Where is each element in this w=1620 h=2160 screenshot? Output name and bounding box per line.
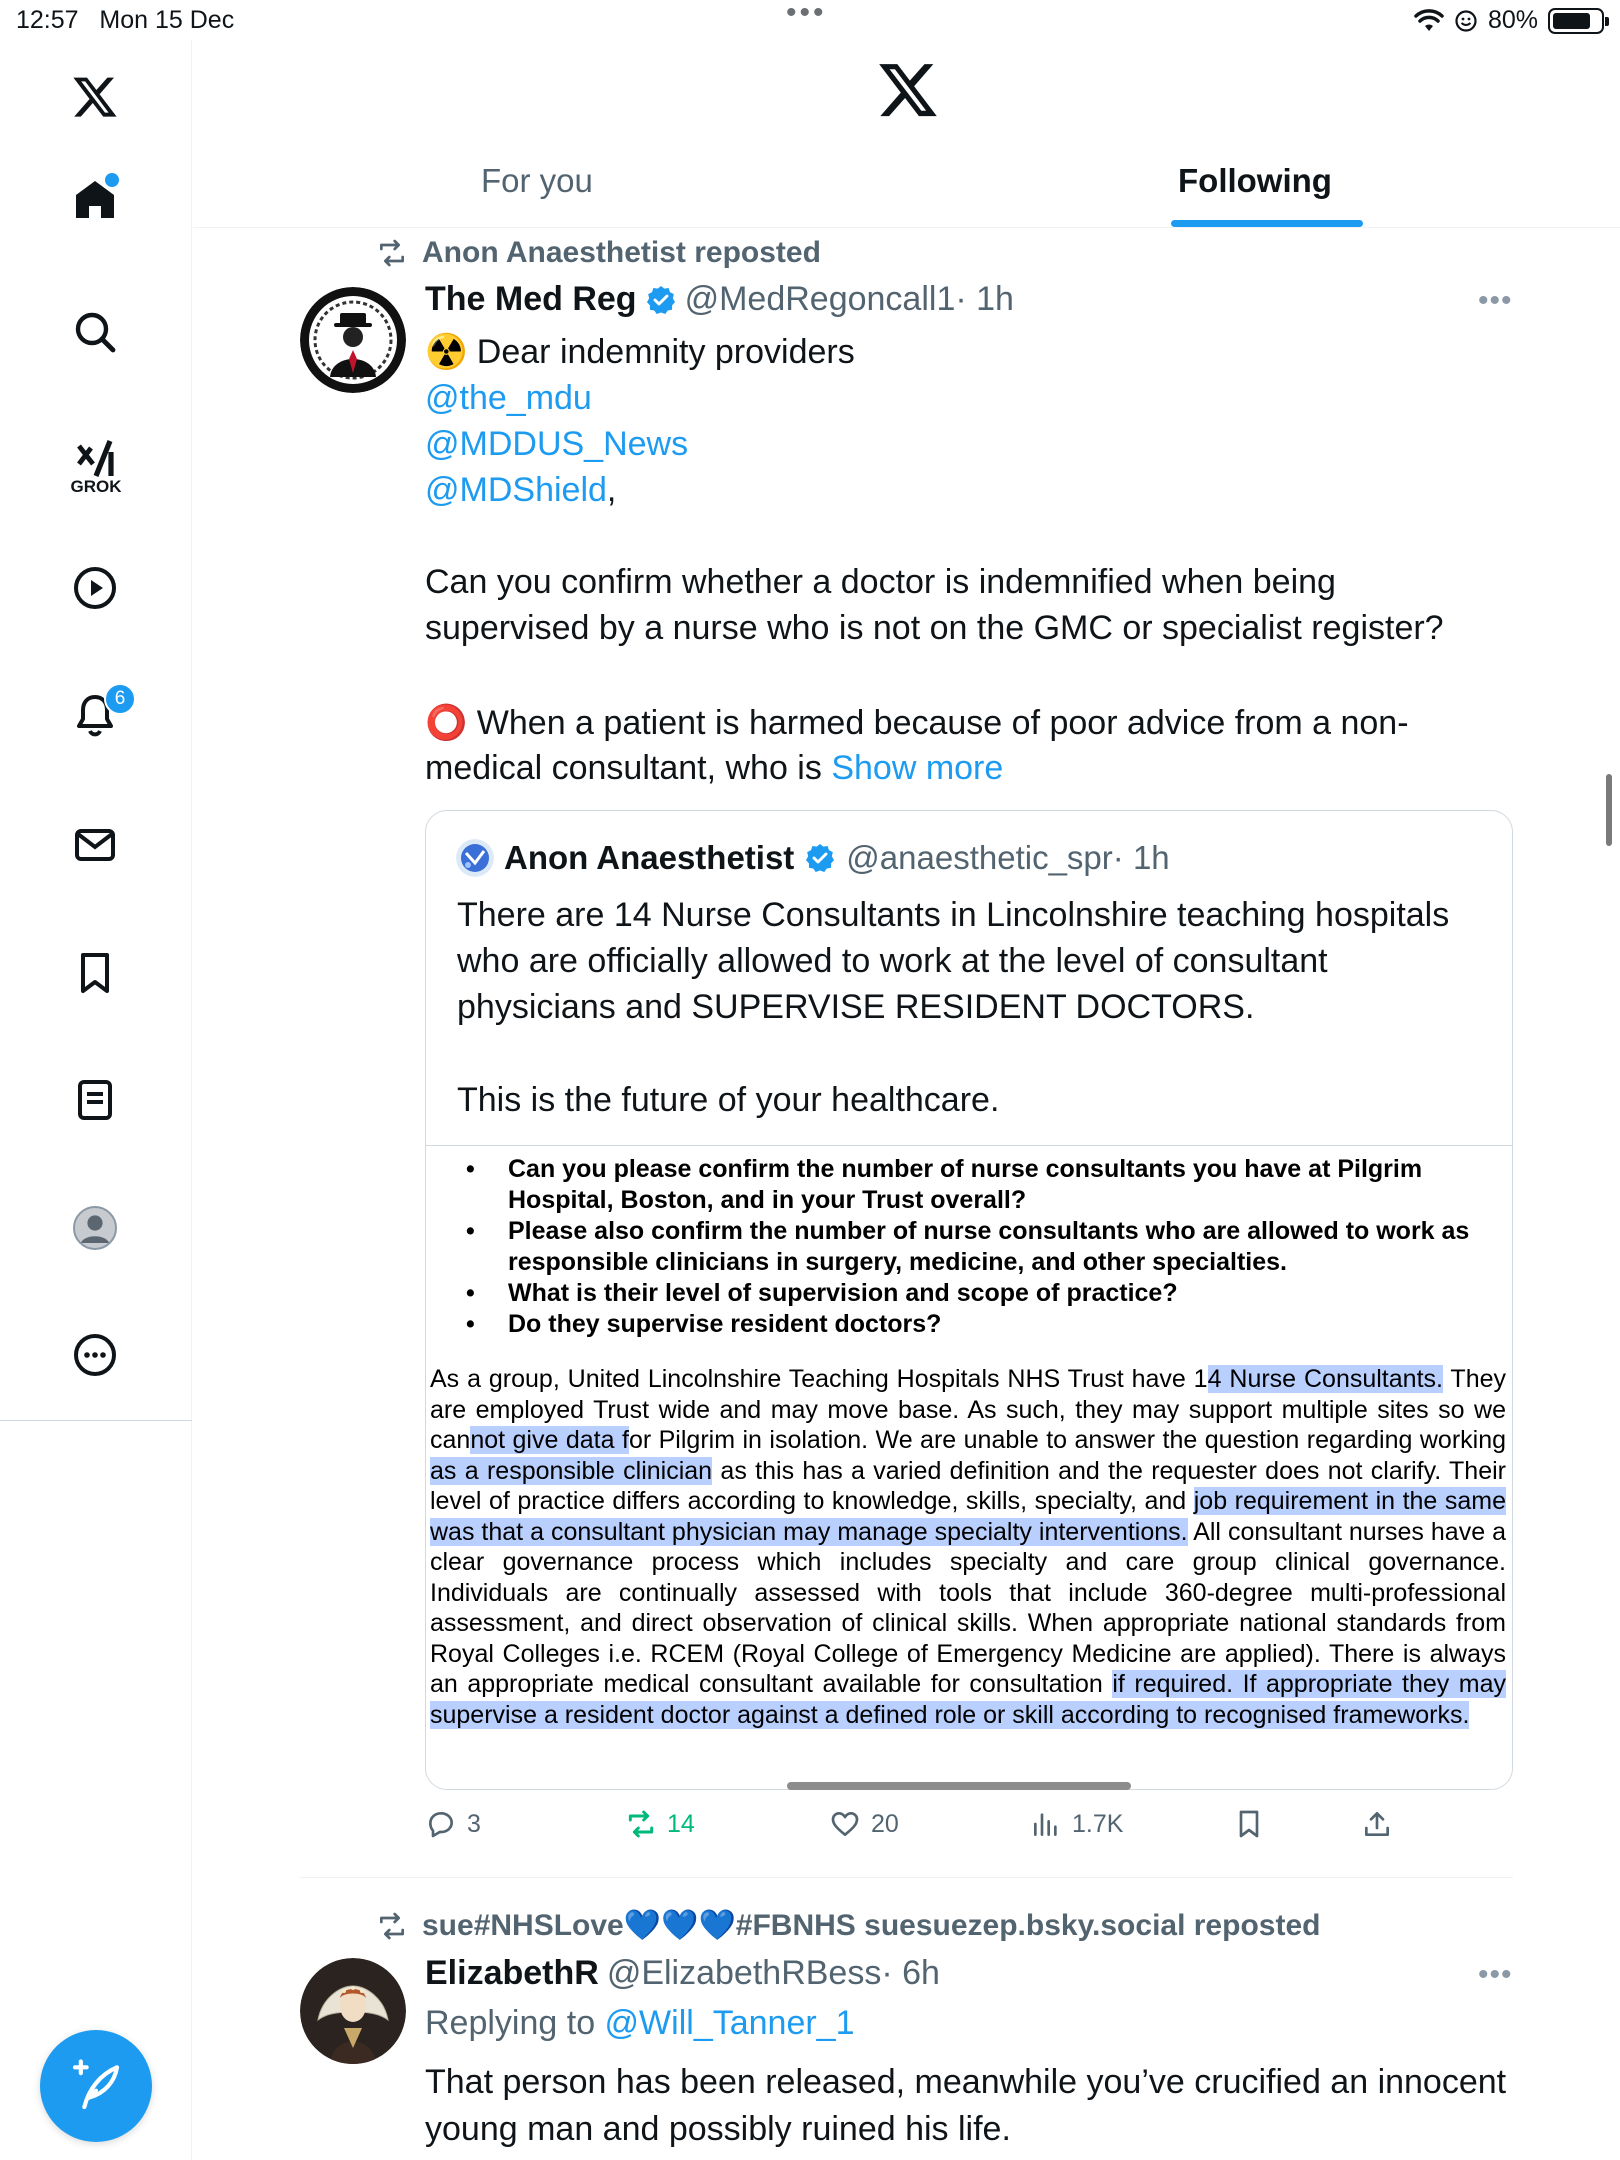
quoted-author-handle: @anaesthetic_spr· 1h — [846, 839, 1170, 876]
quoted-author-name: Anon Anaesthetist — [504, 839, 795, 876]
tweet-header — [425, 280, 1014, 319]
like-button[interactable] — [829, 1808, 899, 1840]
multitasking-dots-icon[interactable]: ••• — [786, 0, 827, 29]
document-bullet: • What is their level of supervision and scope of practice? — [466, 1278, 1486, 1309]
document-response-paragraph: As a group, United Lincolnshire Teaching Hospitals NHS Trust have 14 Nurse Consultants. They are employed Trust wide and may move base. As such, they may support multiple sites so we cannot give data for Pilgrim in isolation. We are unable to answer the question regarding working as a responsible clinician as this has a varied definition and the requester does not clarify. Their level of practice differs according to knowledge, skills, specialty, and job requirement in the same was that a consultant physician may manage specialty interventions. All consultant nurses have a clear governance process which includes specialty and care group clinical governance. Individuals are continually assessed with tools that include 360-degree multi-professional assessment, and direct observation of clinical skills. When appropriate national standards from Royal Colleges i.e. RCEM (Royal College of Emergency Medicine are applied). There is always an appropriate medical consultant available for consultation if required. If appropriate they may supervise a resident doctor against a defined role or skill according to recognised frameworks. — [430, 1365, 1507, 1729]
sidebar — [0, 40, 192, 2160]
status-time: 12:57 Mon 15 Dec — [16, 6, 235, 34]
compose-post-button[interactable] — [40, 2030, 152, 2142]
quoted-text-line: physicians and SUPERVISE RESIDENT DOCTORS. — [457, 988, 1255, 1026]
home-icon[interactable] — [60, 165, 130, 235]
tweet-line: young man and possibly ruined his life. — [425, 2110, 1011, 2148]
notifications-badge: 6 — [104, 683, 136, 715]
bookmark-button[interactable] — [1233, 1808, 1265, 1840]
wifi-icon — [1414, 9, 1444, 33]
mention-link[interactable]: @Will_Tanner_1 — [604, 2004, 855, 2042]
post-more-icon[interactable]: ••• — [1478, 1958, 1513, 1991]
mention-link[interactable]: @MDDUS_News — [425, 425, 689, 463]
tweet-line: ☢️ Dear indemnity providers — [425, 333, 855, 371]
quoted-text-line: who are officially allowed to work at the level of consultant — [457, 942, 1328, 980]
image-scroll-indicator — [787, 1782, 1131, 1790]
feather-plus-icon — [68, 2058, 124, 2114]
red-circle-emoji: ⭕ — [425, 704, 468, 742]
bookmarks-icon[interactable] — [60, 938, 130, 1008]
document-question-list — [466, 1154, 1486, 1340]
battery-icon — [1548, 8, 1604, 34]
document-bullet: • Can you please confirm the number of nurse consultants you have at Pilgrim Hospital, Boston, and in your Trust overall? — [466, 1154, 1486, 1216]
x-logo-icon[interactable] — [60, 62, 130, 132]
author-handle[interactable]: @MedRegoncall1· 1h — [684, 280, 1014, 318]
document-bullet: • Please also confirm the number of nurse consultants who are allowed to work as responsible clinicians in surgery, medicine, and other specialties. — [466, 1216, 1486, 1278]
profile-avatar-icon[interactable] — [60, 1193, 130, 1263]
bookmark-icon — [1233, 1808, 1265, 1840]
repost-button[interactable] — [625, 1808, 695, 1840]
highlighted-text: as a responsible clinician — [430, 1456, 713, 1485]
replying-to: Replying to @Will_Tanner_1 — [425, 2004, 855, 2042]
repost-icon — [376, 1910, 408, 1942]
like-count: 20 — [871, 1809, 899, 1838]
reply-button[interactable] — [425, 1808, 481, 1840]
focus-icon — [1454, 9, 1478, 33]
show-more-link[interactable]: Show more — [831, 749, 1004, 787]
tweet-line: Can you confirm whether a doctor is indemnified when being — [425, 563, 1336, 601]
post-more-icon[interactable]: ••• — [1478, 284, 1513, 317]
status-bar — [0, 0, 1620, 40]
tweet-line: That person has been released, meanwhile you’ve crucified an innocent — [425, 2063, 1507, 2101]
lists-icon[interactable] — [60, 1065, 130, 1135]
highlighted-text: 4 Nurse Consultants. — [1207, 1365, 1443, 1393]
author-handle[interactable]: @ElizabethRBess· 6h — [606, 1954, 940, 1992]
status-right — [1414, 6, 1604, 35]
avatar[interactable] — [300, 1958, 406, 2064]
share-icon — [1361, 1808, 1393, 1840]
video-icon[interactable] — [60, 553, 130, 623]
avatar[interactable] — [300, 287, 406, 393]
quoted-post-card[interactable] — [425, 810, 1513, 1790]
repost-context[interactable] — [376, 236, 821, 270]
verified-badge-icon — [804, 842, 836, 874]
tweet-header — [425, 1954, 940, 1993]
post-actions — [425, 1808, 1525, 1852]
messages-icon[interactable] — [60, 810, 130, 880]
heart-icon — [829, 1808, 861, 1840]
page-scrollbar[interactable] — [1606, 774, 1612, 846]
highlighted-text: job requirement in the same was that a consultant physician may manage specialty interventions. — [430, 1487, 1506, 1546]
post-time: · 1h — [955, 280, 1014, 318]
mention-link[interactable]: @MDShield — [425, 471, 607, 509]
share-button[interactable] — [1361, 1808, 1393, 1840]
post-divider — [300, 1877, 1513, 1878]
quoted-post-header — [456, 839, 1170, 877]
quoted-avatar — [456, 839, 494, 877]
quoted-post-image[interactable] — [426, 1145, 1513, 1790]
repost-icon — [376, 237, 408, 269]
search-icon[interactable] — [60, 297, 130, 367]
views-icon — [1030, 1808, 1062, 1840]
nav-divider — [0, 1420, 192, 1421]
quoted-text-line: This is the future of your healthcare. — [457, 1081, 1000, 1119]
tweet-line: supervised by a nurse who is not on the GMC or specialist register? — [425, 609, 1444, 647]
document-bullet: • Do they supervise resident doctors? — [466, 1309, 1486, 1340]
repost-context-label: Anon Anaesthetist reposted — [422, 236, 821, 269]
quoted-text-line: There are 14 Nurse Consultants in Lincolnshire teaching hospitals — [457, 896, 1450, 934]
tab-for-you[interactable]: For you — [481, 162, 593, 199]
header-x-logo-icon[interactable] — [876, 58, 940, 122]
repost-context[interactable] — [376, 1908, 1320, 1943]
author-name[interactable]: The Med Reg — [425, 280, 637, 318]
repost-count: 14 — [667, 1809, 695, 1838]
repost-context-label: sue#NHSLove💙💙💙#FBNHS suesuezep.bsky.social reposted — [422, 1909, 1321, 1942]
verified-badge-icon — [645, 284, 677, 316]
grok-label: GROK — [70, 477, 122, 496]
reply-icon — [425, 1808, 457, 1840]
views-button[interactable] — [1030, 1808, 1123, 1840]
reply-count: 3 — [467, 1809, 481, 1838]
view-count: 1.7K — [1072, 1809, 1124, 1838]
author-name[interactable]: ElizabethR — [425, 1954, 599, 1992]
tweet-line: medical consultant, who is Show more — [425, 749, 1004, 787]
tweet-line: ⭕ When a patient is harmed because of poor advice from a non- — [425, 704, 1409, 742]
home-unread-dot — [105, 173, 119, 187]
radioactive-emoji: ☢️ — [425, 333, 468, 371]
repost-icon — [625, 1808, 657, 1840]
highlighted-text: if required. If appropriate they may supervise a resident doctor against a defined role or skill according to recognised frameworks. — [430, 1670, 1507, 1729]
tab-following[interactable]: Following — [1178, 162, 1332, 199]
mention-link[interactable]: @the_mdu — [425, 379, 592, 417]
post-time: · 6h — [881, 1954, 940, 1992]
battery-percent: 80% — [1487, 6, 1538, 34]
more-options-icon[interactable] — [60, 1320, 130, 1390]
active-tab-indicator — [1171, 220, 1363, 227]
highlighted-text: not give data f — [470, 1426, 629, 1454]
tweet-line: @MDShield, — [425, 471, 617, 509]
timeline-tabs — [193, 150, 1620, 228]
